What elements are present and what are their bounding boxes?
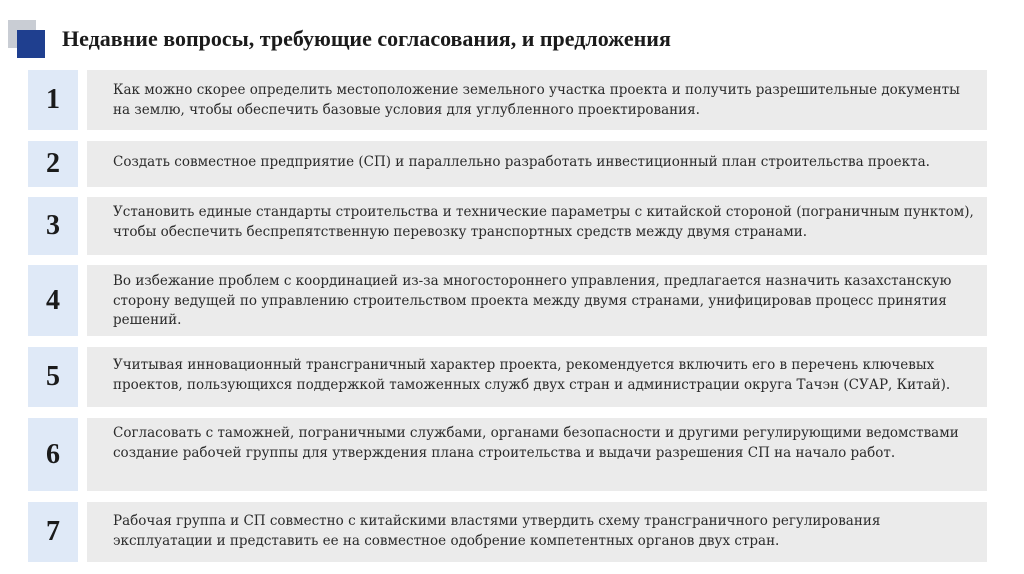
item-number: 1 [28,70,78,130]
item-text: Создать совместное предприятие (СП) и параллельно разработать инвестиционный план строительства проекта. [87,141,987,187]
item-text: Согласовать с таможней, пограничными службами, органами безопасности и другими регулирующими ведомствами создание рабочей группы для утверждения плана строительства и выдачи разрешения СП на начало работ. [87,418,987,491]
item-text: Учитывая инновационный трансграничный характер проекта, рекомендуется включить его в перечень ключевых проектов, пользующихся поддержкой таможенных служб двух стран и администрации округа Тачэн (СУАР, Китай). [87,347,987,407]
item-number: 2 [28,141,78,187]
item-text: Рабочая группа и СП совместно с китайскими властями утвердить схему трансграничного регулирования эксплуатации и представить ее на совместное одобрение компетентных органов двух стран. [87,502,987,562]
item-number: 3 [28,197,78,255]
page-title: Недавние вопросы, требующие согласования, и предложения [62,26,671,51]
item-number: 6 [28,418,78,491]
item-text: Во избежание проблем с координацией из-за многостороннего управления, предлагается назначить казахстанскую сторону ведущей по управлению строительством проекта между двумя странами, унифицировав процесс принятия решений. [87,265,987,336]
item-number: 5 [28,347,78,407]
item-number: 4 [28,265,78,336]
item-number: 7 [28,502,78,562]
logo-square-front [17,30,45,58]
item-text: Как можно скорее определить местоположение земельного участка проекта и получить разрешительные документы на землю, чтобы обеспечить базовые условия для углубленного проектирования. [87,70,987,130]
item-text: Установить единые стандарты строительства и технические параметры с китайской стороной (пограничным пунктом), чтобы обеспечить беспрепятственную перевозку транспортных средств между двумя странами. [87,197,987,255]
